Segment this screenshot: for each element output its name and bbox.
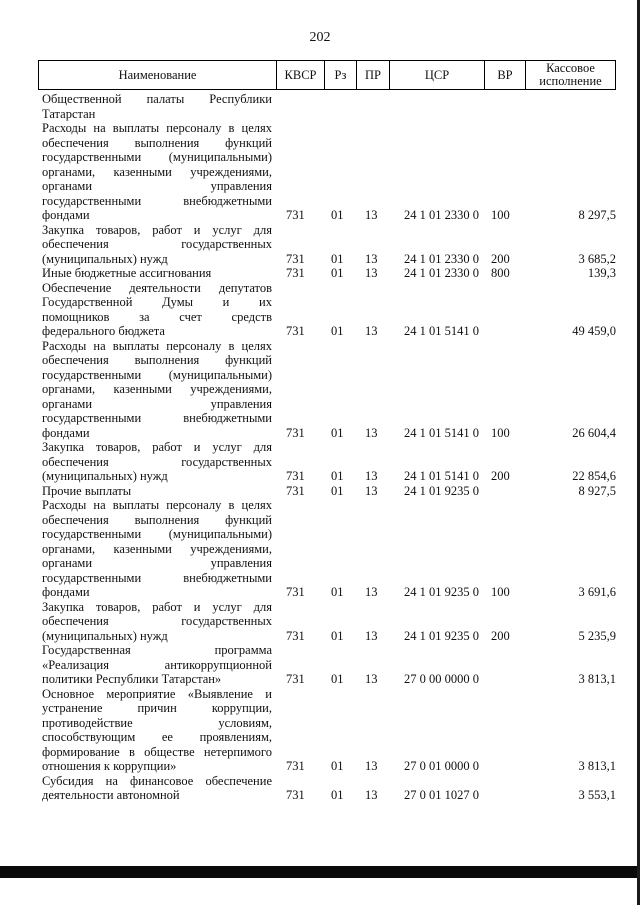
rz-cell: 01 xyxy=(331,788,344,802)
row-name-line: деятельности автономной xyxy=(42,788,180,802)
csr-cell: 27 0 01 1027 0 xyxy=(404,788,479,802)
header-pr: ПР xyxy=(357,61,390,89)
row-name-line: органами управления xyxy=(42,179,272,193)
table-row xyxy=(38,600,616,644)
row-name-line: Расходы на выплаты персоналу в целях xyxy=(42,121,272,135)
vr-cell: 100 xyxy=(491,208,510,222)
pr-cell: 13 xyxy=(365,672,378,686)
table-row xyxy=(38,498,616,600)
kvsr-cell: 731 xyxy=(286,483,305,498)
row-name-line: органами управления xyxy=(42,556,272,570)
csr-cell: 24 1 01 9235 0 xyxy=(404,628,479,643)
row-name-line: государственными (муниципальными) xyxy=(42,527,272,541)
row-name-line: государственными внебюджетными xyxy=(42,193,272,208)
row-name-line: Расходы на выплаты персоналу в целях xyxy=(42,338,272,353)
csr-cell: 24 1 01 2330 0 xyxy=(404,266,479,280)
rz-cell: 01 xyxy=(331,759,344,773)
kvsr-cell: 731 xyxy=(286,251,305,266)
row-name xyxy=(38,440,272,484)
csr-cell: 24 1 01 9235 0 xyxy=(404,483,479,498)
header-exec: Кассовое исполнение xyxy=(539,61,602,88)
csr-cell: 24 1 01 5141 0 xyxy=(404,469,479,483)
pr-cell: 13 xyxy=(365,483,378,498)
row-name-line: Государственная программа xyxy=(42,643,272,657)
row-name-line: Закупка товаров, работ и услуг для xyxy=(42,599,272,614)
kvsr-cell: 731 xyxy=(286,425,305,440)
row-name xyxy=(38,774,272,803)
vr-cell: 100 xyxy=(491,585,510,599)
kvsr-cell: 731 xyxy=(286,585,305,599)
amount-cell: 49 459,0 xyxy=(572,324,616,338)
row-name-line: противодействие условиям, xyxy=(42,715,272,730)
rz-cell: 01 xyxy=(331,266,344,280)
pr-cell: 13 xyxy=(365,208,378,222)
row-name xyxy=(38,600,272,644)
amount-cell: 8 297,5 xyxy=(578,208,616,222)
row-name-line: органами, казенными учреждениями, xyxy=(42,541,272,556)
vr-cell: 800 xyxy=(491,266,510,280)
row-name xyxy=(38,223,272,267)
rz-cell: 01 xyxy=(331,208,344,222)
pr-cell: 13 xyxy=(365,324,378,338)
table-row xyxy=(38,223,616,267)
row-name xyxy=(38,687,272,774)
row-name-line: Основное мероприятие «Выявление и xyxy=(42,686,272,701)
pr-cell: 13 xyxy=(365,425,378,440)
rz-cell: 01 xyxy=(331,425,344,440)
header-rz: Рз xyxy=(325,61,357,89)
row-name-line: политики Республики Татарстан» xyxy=(42,672,222,686)
row-name-line: Государственной Думы и их xyxy=(42,295,272,309)
rz-cell: 01 xyxy=(331,672,344,686)
pr-cell: 13 xyxy=(365,628,378,643)
vr-cell: 200 xyxy=(491,251,510,266)
amount-cell: 139,3 xyxy=(587,266,616,280)
table-row xyxy=(38,281,616,339)
row-name-line: Закупка товаров, работ и услуг для xyxy=(42,222,272,237)
table-body xyxy=(38,92,616,803)
kvsr-cell: 731 xyxy=(286,759,305,773)
row-name-line: обеспечения государственных xyxy=(42,454,272,469)
kvsr-cell: 731 xyxy=(286,208,305,222)
row-name-line: Обеспечение деятельности депутатов xyxy=(42,280,272,295)
amount-cell: 22 854,6 xyxy=(572,469,616,483)
kvsr-cell: 731 xyxy=(286,266,305,280)
amount-cell: 3 691,6 xyxy=(578,585,616,599)
row-name-line: (муниципальных) нужд xyxy=(42,251,168,266)
pr-cell: 13 xyxy=(365,251,378,266)
row-name-line: помощников за счет средств xyxy=(42,309,272,324)
csr-cell: 24 1 01 5141 0 xyxy=(404,425,479,440)
pr-cell: 13 xyxy=(365,469,378,483)
pr-cell: 13 xyxy=(365,788,378,802)
table-row xyxy=(38,440,616,484)
table-row xyxy=(38,687,616,774)
row-name-line: обеспечения государственных xyxy=(42,614,272,628)
row-name xyxy=(38,643,272,687)
row-name xyxy=(38,484,272,499)
vr-cell: 200 xyxy=(491,469,510,483)
kvsr-cell: 731 xyxy=(286,788,305,802)
row-name-line: отношения к коррупции» xyxy=(42,759,177,773)
row-name-line: Закупка товаров, работ и услуг для xyxy=(42,440,272,454)
row-name-line: Прочие выплаты xyxy=(42,483,132,498)
row-name-line: государственными внебюджетными xyxy=(42,570,272,585)
header-name: Наименование xyxy=(39,61,277,89)
csr-cell: 24 1 01 2330 0 xyxy=(404,208,479,222)
table-row xyxy=(38,266,616,281)
row-name-line: Татарстан xyxy=(42,106,96,121)
row-name xyxy=(38,339,272,441)
rz-cell: 01 xyxy=(331,585,344,599)
csr-cell: 24 1 01 5141 0 xyxy=(404,324,479,338)
row-name-line: органами, казенными учреждениями, xyxy=(42,164,272,179)
rz-cell: 01 xyxy=(331,324,344,338)
pr-cell: 13 xyxy=(365,266,378,280)
row-name-line: формирование в обществе нетерпимого xyxy=(42,744,272,759)
row-name-line: обеспечения выполнения функций xyxy=(42,512,272,527)
scan-edge-bottom xyxy=(0,866,640,878)
page-number: 202 xyxy=(309,30,331,45)
amount-cell: 3 553,1 xyxy=(578,788,616,802)
header-vr: ВР xyxy=(485,61,526,89)
table-row xyxy=(38,484,616,499)
pr-cell: 13 xyxy=(365,585,378,599)
amount-cell: 3 685,2 xyxy=(578,251,616,266)
table-header xyxy=(38,60,616,90)
csr-cell: 27 0 01 0000 0 xyxy=(404,759,479,773)
row-name-line: государственными (муниципальными) xyxy=(42,150,272,164)
row-name-line: фондами xyxy=(42,585,90,599)
amount-cell: 5 235,9 xyxy=(578,628,616,643)
rz-cell: 01 xyxy=(331,483,344,498)
row-name-line: (муниципальных) нужд xyxy=(42,628,168,643)
row-name-line: фондами xyxy=(42,425,90,440)
kvsr-cell: 731 xyxy=(286,628,305,643)
table-row xyxy=(38,92,616,121)
row-name xyxy=(38,498,272,600)
table-row xyxy=(38,339,616,441)
amount-cell: 3 813,1 xyxy=(578,759,616,773)
row-name-line: Иные бюджетные ассигнования xyxy=(42,266,212,280)
header-kvsr: КВСР xyxy=(277,61,325,89)
row-name xyxy=(38,92,272,121)
row-name-line: обеспечения выполнения функций xyxy=(42,135,272,150)
row-name-line: Общественной палаты Республики xyxy=(42,92,272,106)
row-name-line: «Реализация антикоррупционной xyxy=(42,657,272,672)
vr-cell: 200 xyxy=(491,628,510,643)
header-csr: ЦСР xyxy=(390,61,485,89)
kvsr-cell: 731 xyxy=(286,672,305,686)
vr-cell: 100 xyxy=(491,425,510,440)
kvsr-cell: 731 xyxy=(286,469,305,483)
row-name-line: государственными (муниципальными) xyxy=(42,367,272,382)
row-name-line: Расходы на выплаты персоналу в целях xyxy=(42,498,272,512)
amount-cell: 3 813,1 xyxy=(578,672,616,686)
table-row xyxy=(38,643,616,687)
row-name xyxy=(38,121,272,223)
amount-cell: 26 604,4 xyxy=(572,425,616,440)
row-name-line: органами управления xyxy=(42,396,272,411)
row-name-line: устранение причин коррупции, xyxy=(42,701,272,715)
row-name-line: обеспечения выполнения функций xyxy=(42,353,272,367)
row-name xyxy=(38,266,272,281)
csr-cell: 24 1 01 9235 0 xyxy=(404,585,479,599)
row-name-line: (муниципальных) нужд xyxy=(42,469,168,483)
amount-cell: 8 927,5 xyxy=(578,483,616,498)
row-name-line: обеспечения государственных xyxy=(42,237,272,251)
csr-cell: 24 1 01 2330 0 xyxy=(404,251,479,266)
table-row xyxy=(38,121,616,223)
rz-cell: 01 xyxy=(331,469,344,483)
kvsr-cell: 731 xyxy=(286,324,305,338)
row-name xyxy=(38,281,272,339)
rz-cell: 01 xyxy=(331,251,344,266)
row-name-line: органами, казенными учреждениями, xyxy=(42,382,272,396)
pr-cell: 13 xyxy=(365,759,378,773)
table-row xyxy=(38,774,616,803)
row-name-line: федерального бюджета xyxy=(42,324,165,338)
row-name-line: фондами xyxy=(42,208,90,222)
rz-cell: 01 xyxy=(331,628,344,643)
row-name-line: Субсидия на финансовое обеспечение xyxy=(42,773,272,788)
csr-cell: 27 0 00 0000 0 xyxy=(404,672,479,686)
row-name-line: государственными внебюджетными xyxy=(42,411,272,425)
row-name-line: способствующим ее проявлениям, xyxy=(42,730,272,744)
